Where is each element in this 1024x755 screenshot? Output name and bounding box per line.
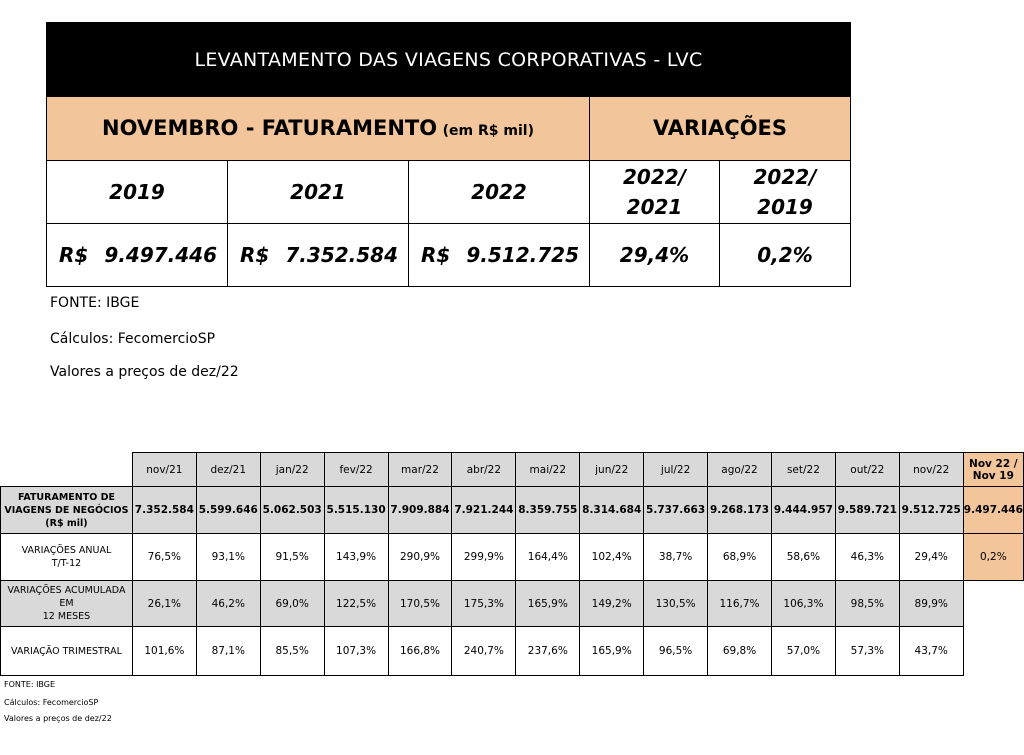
label-line: 12 MESES	[42, 611, 91, 622]
month-header: mar/22	[388, 453, 452, 487]
var-header-2022-2021	[590, 160, 720, 223]
var-header-top: 2022/	[753, 164, 817, 189]
cell-trimestral: 166,8%	[388, 627, 452, 676]
var-header-2022-2019	[720, 160, 851, 223]
currency-symbol: R$	[240, 242, 270, 267]
cell-faturamento: 5.599.646	[196, 487, 260, 534]
cell-trimestral: 43,7%	[899, 627, 963, 676]
cell-anual: 38,7%	[644, 534, 708, 581]
cell-anual: 29,4%	[899, 534, 963, 581]
row-label-anual	[1, 534, 133, 581]
footnote-prices: Valores a preços de dez/22	[4, 714, 112, 723]
cell-anual: 102,4%	[580, 534, 644, 581]
cell-faturamento: 5.737.663	[644, 487, 708, 534]
month-header: jun/22	[580, 453, 644, 487]
cell-anual: 164,4%	[516, 534, 580, 581]
label-line: VARIAÇÃO TRIMESTRAL	[11, 645, 122, 657]
cell-acumulada: 116,7%	[708, 581, 772, 627]
cell-trimestral: 165,9%	[580, 627, 644, 676]
value-amount: 7.352.584	[285, 242, 398, 267]
month-header: nov/22	[899, 453, 963, 487]
cell-acumulada: 46,2%	[196, 581, 260, 627]
currency-symbol: R$	[421, 242, 451, 267]
value-2019	[47, 223, 228, 286]
cell-acumulada: 170,5%	[388, 581, 452, 627]
summary-table	[46, 22, 851, 287]
note-source: FONTE: IBGE	[50, 295, 140, 311]
year-header-2019: 2019	[47, 160, 228, 223]
cell-trimestral: 85,5%	[260, 627, 324, 676]
cell-faturamento: 9.444.957	[771, 487, 835, 534]
var-header-top: 2022/	[623, 164, 686, 189]
cell-anual: 290,9%	[388, 534, 452, 581]
cell-anual: 68,9%	[708, 534, 772, 581]
label-line: VIAGENS DE NEGÓCIOS	[4, 504, 129, 516]
monthly-table	[0, 452, 1024, 676]
value-amount: 9.512.725	[466, 242, 579, 267]
variation-2022-2019: 0,2%	[720, 223, 851, 286]
variation-2022-2021: 29,4%	[590, 223, 720, 286]
note-prices: Valores a preços de dez/22	[50, 364, 239, 380]
cell-faturamento: 8.314.684	[580, 487, 644, 534]
cell-acumulada: 69,0%	[260, 581, 324, 627]
var-header-bottom: 2019	[757, 194, 813, 219]
cell-acumulada: 130,5%	[644, 581, 708, 627]
month-header: dez/21	[196, 453, 260, 487]
cell-anual: 58,6%	[771, 534, 835, 581]
month-header: abr/22	[452, 453, 516, 487]
month-header: out/22	[835, 453, 899, 487]
year-header-2021: 2021	[228, 160, 409, 223]
cell-anual: 93,1%	[196, 534, 260, 581]
cell-anual: 76,5%	[132, 534, 196, 581]
month-header: mai/22	[516, 453, 580, 487]
label-line: FATURAMENTO DE	[17, 491, 115, 503]
row-label-faturamento	[1, 487, 133, 534]
cell-anual: 299,9%	[452, 534, 516, 581]
year-header-2022: 2022	[409, 160, 590, 223]
label-line: VARIAÇÕES ANUAL	[21, 545, 112, 556]
cell-acumulada: 165,9%	[516, 581, 580, 627]
cell-acumulada: 89,9%	[899, 581, 963, 627]
row-label-acumulada	[1, 581, 133, 627]
compare-cell-anual: 0,2%	[963, 534, 1023, 581]
footnote-source: FONTE: IBGE	[4, 680, 56, 689]
compare-header	[963, 453, 1023, 487]
section-main-label: NOVEMBRO - FATURAMENTO	[102, 116, 438, 141]
value-amount: 9.497.446	[104, 242, 217, 267]
cell-anual: 46,3%	[835, 534, 899, 581]
cell-trimestral: 69,8%	[708, 627, 772, 676]
month-header: nov/21	[132, 453, 196, 487]
note-calculations: Cálculos: FecomercioSP	[50, 331, 216, 347]
section-variacoes-header: VARIAÇÕES	[590, 97, 851, 160]
var-header-bottom: 2021	[626, 194, 683, 219]
summary-title: LEVANTAMENTO DAS VIAGENS CORPORATIVAS - LVC	[47, 23, 851, 97]
cell-acumulada: 106,3%	[771, 581, 835, 627]
corner-cell	[1, 453, 133, 487]
cell-faturamento: 7.352.584	[132, 487, 196, 534]
cell-acumulada: 122,5%	[324, 581, 388, 627]
label-line: (R$ mil)	[45, 517, 88, 529]
cell-trimestral: 237,6%	[516, 627, 580, 676]
empty-cell	[963, 581, 1023, 627]
month-header: ago/22	[708, 453, 772, 487]
value-2022	[409, 223, 590, 286]
month-header: jul/22	[644, 453, 708, 487]
cell-trimestral: 96,5%	[644, 627, 708, 676]
cell-acumulada: 175,3%	[452, 581, 516, 627]
cell-trimestral: 101,6%	[132, 627, 196, 676]
label-line: VARIAÇÕES ACUMULADA EM	[7, 585, 126, 609]
cell-faturamento: 9.268.173	[708, 487, 772, 534]
cell-trimestral: 57,3%	[835, 627, 899, 676]
month-header: jan/22	[260, 453, 324, 487]
cell-trimestral: 107,3%	[324, 627, 388, 676]
section-unit-label: (em R$ mil)	[442, 123, 534, 140]
footnote-calculations: Cálculos: FecomercioSP	[4, 698, 99, 707]
label-line: T/T-12	[51, 558, 82, 569]
cell-faturamento: 5.515.130	[324, 487, 388, 534]
cell-trimestral: 87,1%	[196, 627, 260, 676]
cell-acumulada: 26,1%	[132, 581, 196, 627]
compare-cell-faturamento: 9.497.446	[963, 487, 1023, 534]
currency-symbol: R$	[59, 242, 89, 267]
month-header: fev/22	[324, 453, 388, 487]
month-header: set/22	[771, 453, 835, 487]
empty-cell	[963, 627, 1023, 676]
cell-faturamento: 9.512.725	[899, 487, 963, 534]
cell-acumulada: 98,5%	[835, 581, 899, 627]
cell-faturamento: 7.909.884	[388, 487, 452, 534]
cell-anual: 143,9%	[324, 534, 388, 581]
cell-anual: 91,5%	[260, 534, 324, 581]
cell-trimestral: 57,0%	[771, 627, 835, 676]
value-2021	[228, 223, 409, 286]
cell-trimestral: 240,7%	[452, 627, 516, 676]
cell-faturamento: 9.589.721	[835, 487, 899, 534]
cell-faturamento: 5.062.503	[260, 487, 324, 534]
cell-faturamento: 8.359.755	[516, 487, 580, 534]
cell-faturamento: 7.921.244	[452, 487, 516, 534]
compare-header-top: Nov 22 /	[969, 457, 1018, 470]
cell-acumulada: 149,2%	[580, 581, 644, 627]
section-faturamento-header	[47, 97, 590, 160]
compare-header-bottom: Nov 19	[972, 469, 1014, 482]
row-label-trimestral	[1, 627, 133, 676]
